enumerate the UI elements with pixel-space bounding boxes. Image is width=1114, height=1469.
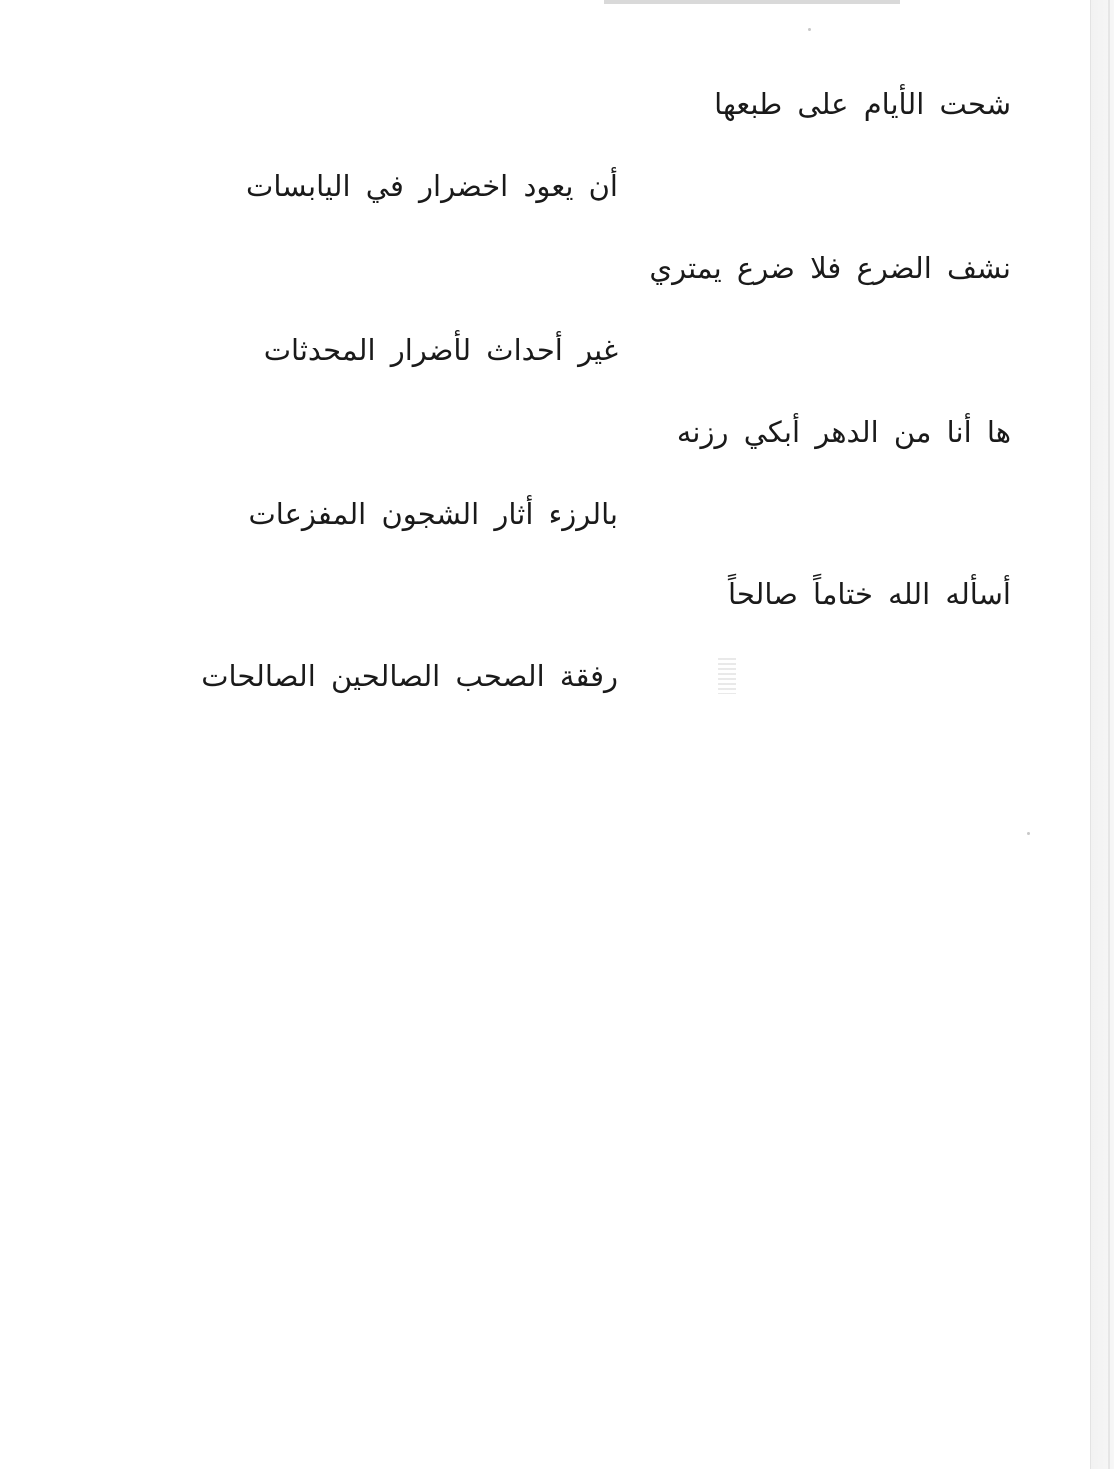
- scan-speck: [1027, 832, 1030, 835]
- scan-smudge: [718, 658, 736, 694]
- verse-line-1: شحت الأيام على طبعها: [714, 87, 1011, 121]
- verse-line-2: أن يعود اخضرار في اليابسات: [246, 169, 618, 203]
- scan-right-edge: [1090, 0, 1114, 1469]
- verse-line-7: أسأله الله ختاماً صالحاً: [727, 577, 1011, 611]
- scan-top-edge: [604, 0, 900, 4]
- scan-right-edge-line: [1108, 0, 1110, 1469]
- verse-line-4: غير أحداث لأضرار المحدثات: [263, 333, 618, 367]
- verse-line-8: رفقة الصحب الصالحين الصالحات: [201, 659, 618, 693]
- verse-line-5: ها أنا من الدهر أبكي رزنه: [676, 415, 1011, 449]
- verse-line-3: نشف الضرع فلا ضرع يمتري: [649, 251, 1011, 285]
- verse-line-6: بالرزء أثار الشجون المفزعات: [248, 497, 618, 531]
- scan-speck: [808, 28, 811, 31]
